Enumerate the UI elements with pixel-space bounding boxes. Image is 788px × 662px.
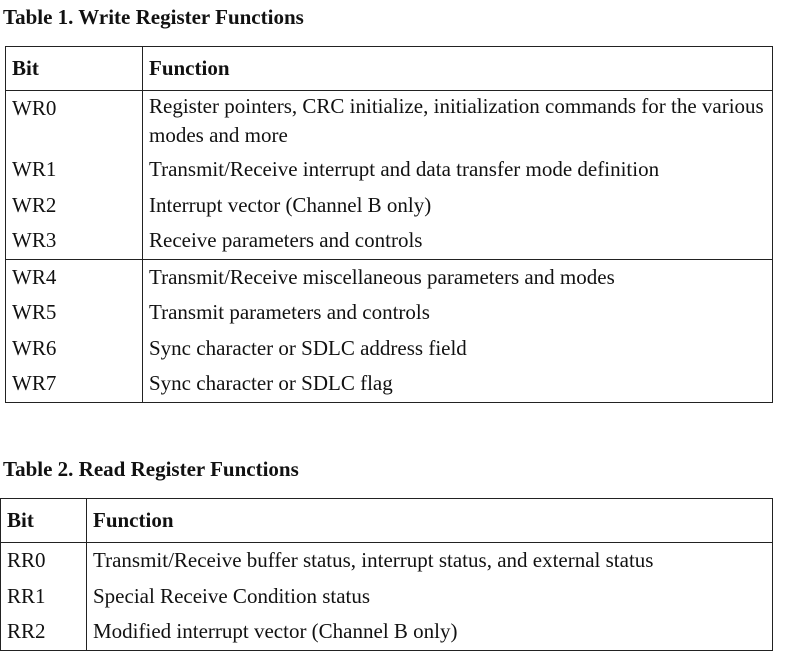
table-row (1, 614, 773, 650)
header-bit: Bit (6, 47, 143, 91)
table-row (1, 543, 773, 579)
header-bit: Bit (1, 499, 87, 543)
function-cell: Modified interrupt vector (Channel B only) (87, 614, 773, 650)
bit-cell: WR4 (6, 259, 143, 295)
bit-cell: WR2 (6, 188, 143, 224)
bit-cell: WR0 (6, 91, 143, 153)
function-cell: Transmit parameters and controls (143, 295, 773, 331)
bit-cell: WR6 (6, 331, 143, 367)
bit-cell: RR1 (1, 579, 87, 615)
table-row (6, 331, 773, 367)
bit-cell: WR3 (6, 223, 143, 259)
bit-cell: WR7 (6, 366, 143, 402)
table-row (6, 152, 773, 188)
table-row (6, 223, 773, 259)
table-row (1, 579, 773, 615)
function-cell: Transmit/Receive miscellaneous parameters and modes (143, 259, 773, 295)
table-row (6, 91, 773, 153)
function-cell: Sync character or SDLC address field (143, 331, 773, 367)
write-register-table (5, 46, 773, 403)
function-cell: Receive parameters and controls (143, 223, 773, 259)
table-row (6, 188, 773, 224)
function-cell: Transmit/Receive interrupt and data transfer mode definition (143, 152, 773, 188)
header-function: Function (143, 47, 773, 91)
header-function: Function (87, 499, 773, 543)
table-row (6, 259, 773, 295)
table1-caption: Table 1. Write Register Functions (3, 5, 304, 29)
bit-cell: RR2 (1, 614, 87, 650)
table-header-row (6, 47, 773, 91)
function-cell: Register pointers, CRC initialize, initialization commands for the various modes and more (143, 91, 773, 153)
bit-cell: WR1 (6, 152, 143, 188)
function-cell: Special Receive Condition status (87, 579, 773, 615)
read-register-table (0, 498, 773, 651)
function-cell: Transmit/Receive buffer status, interrupt status, and external status (87, 543, 773, 579)
table-row (6, 295, 773, 331)
table-header-row (1, 499, 773, 543)
table2-caption: Table 2. Read Register Functions (3, 457, 299, 481)
bit-cell: RR0 (1, 543, 87, 579)
function-cell: Sync character or SDLC flag (143, 366, 773, 402)
function-cell: Interrupt vector (Channel B only) (143, 188, 773, 224)
table-row (6, 366, 773, 402)
bit-cell: WR5 (6, 295, 143, 331)
